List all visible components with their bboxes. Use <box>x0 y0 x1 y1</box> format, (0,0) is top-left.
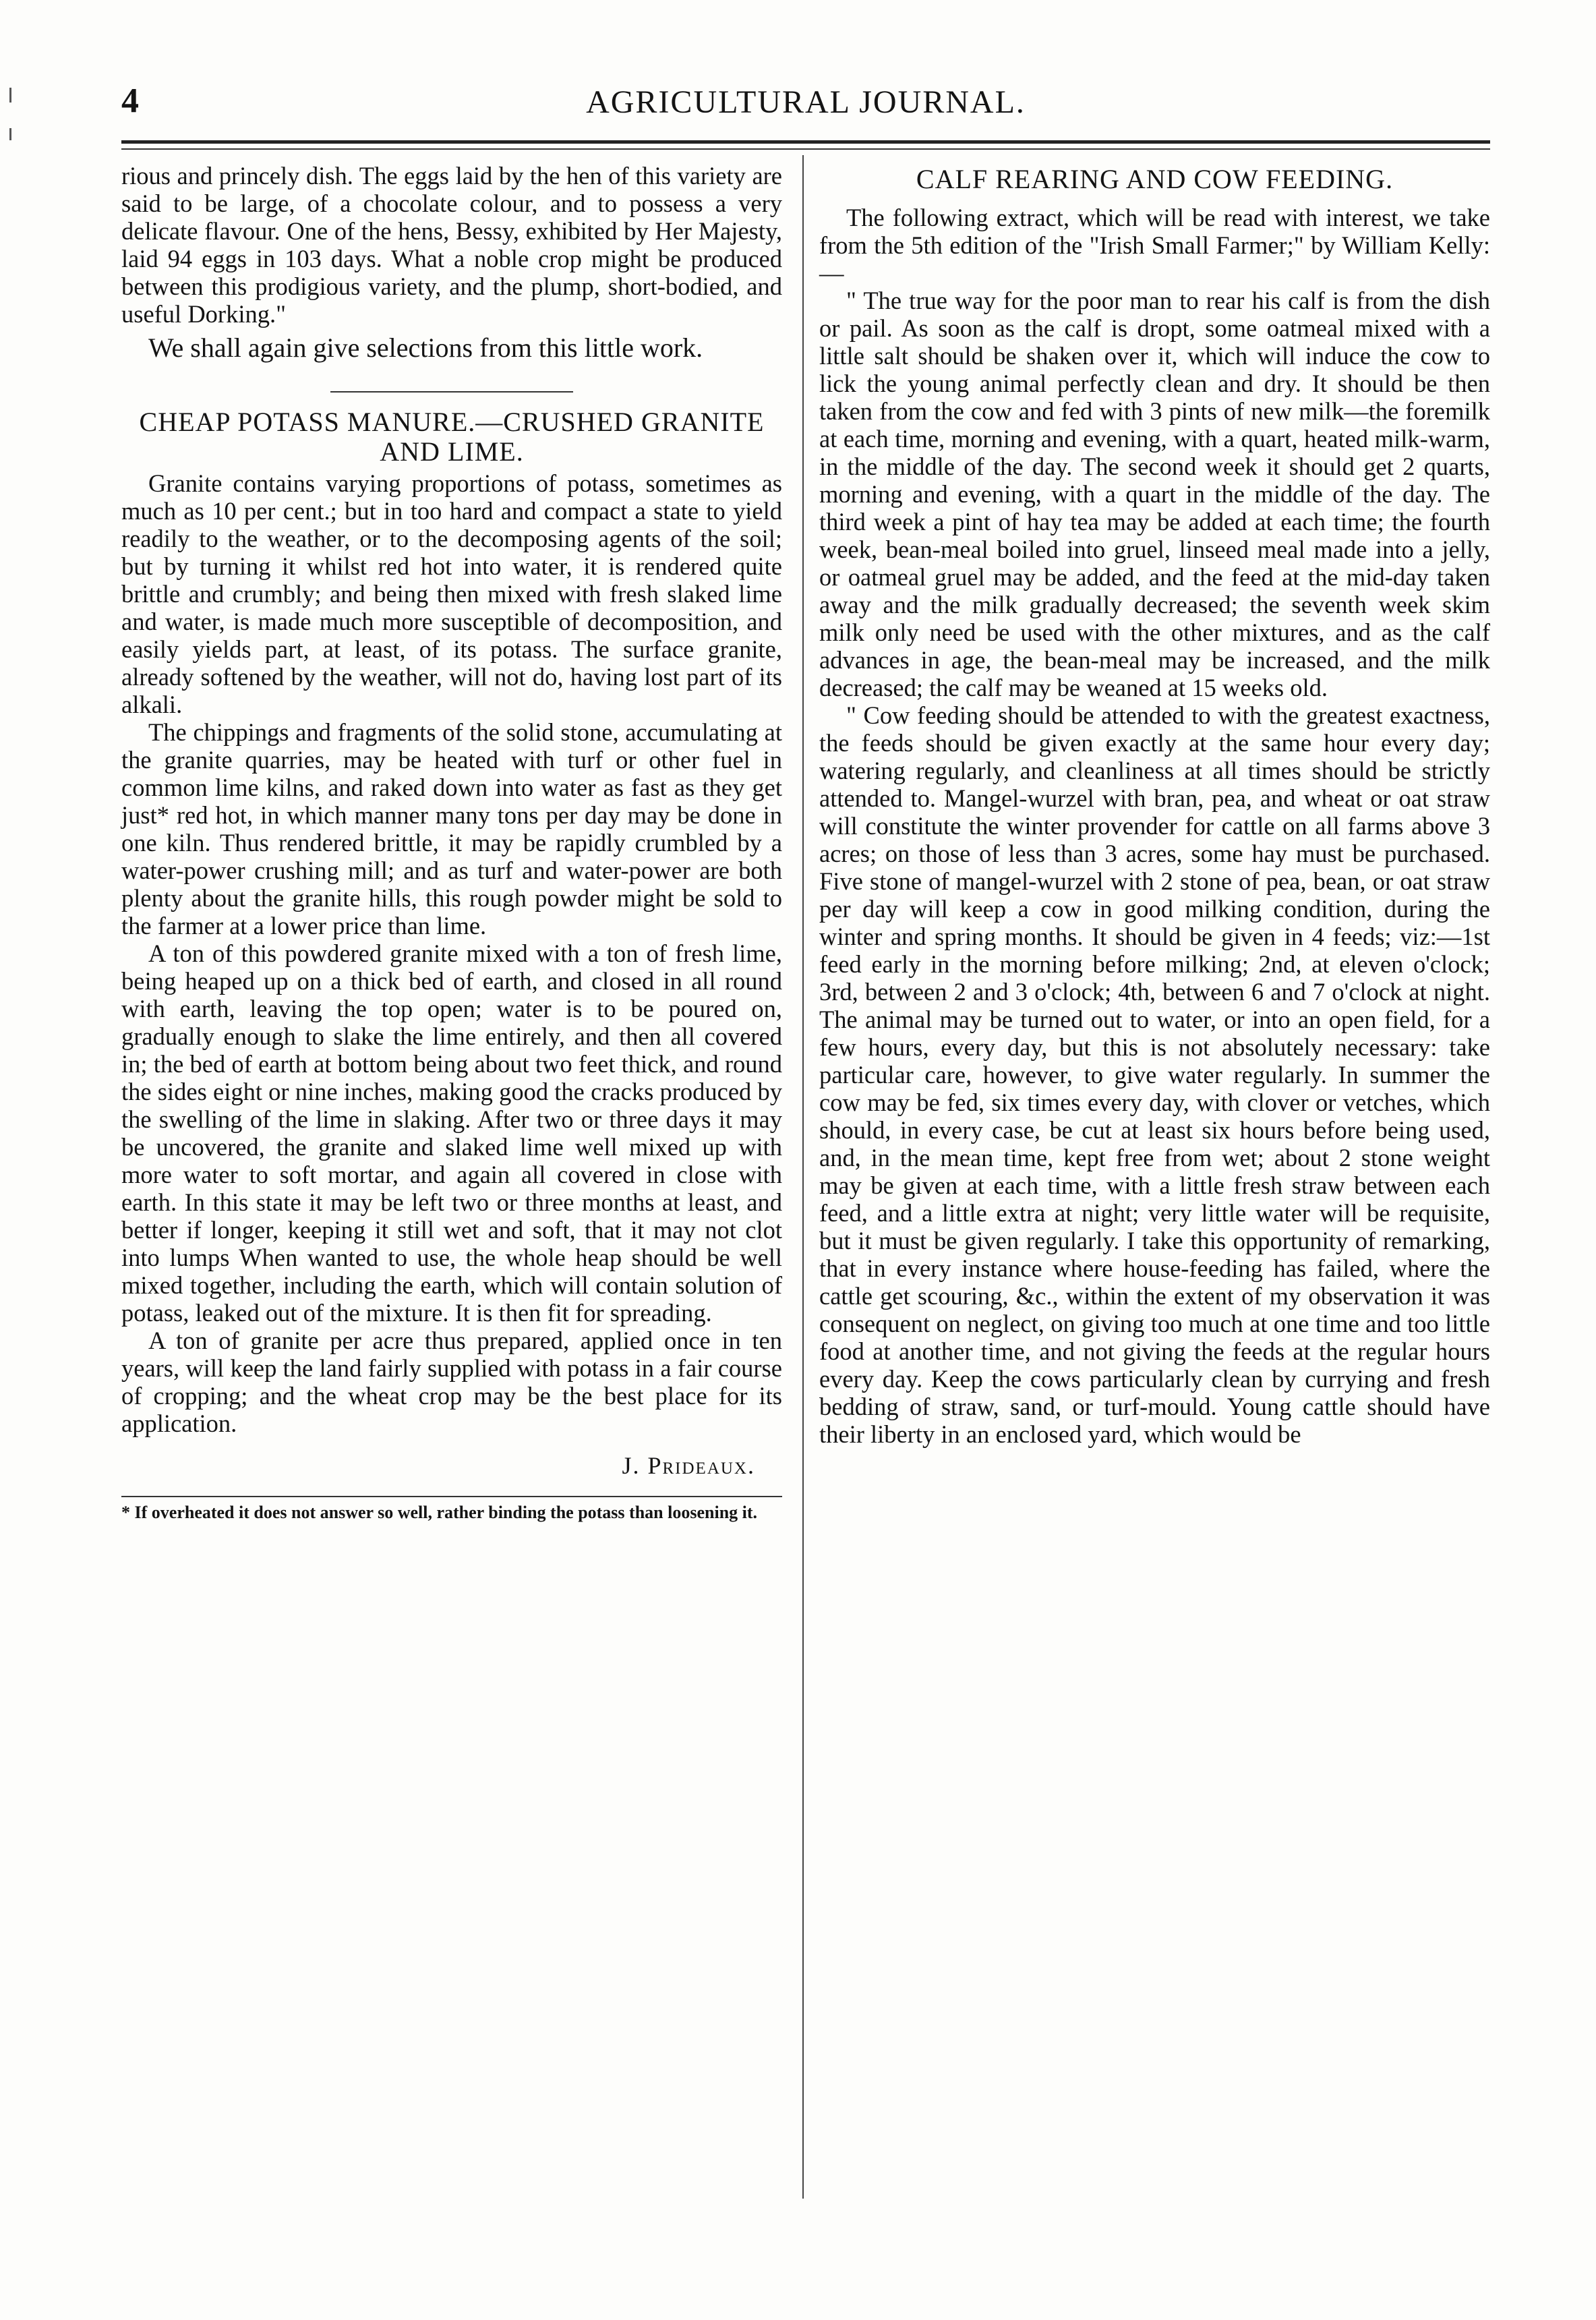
article-paragraph: The following extract, which will be read with interest, we take from the 5th edition of the "Irish Small Farmer;" by William Kelly:— <box>819 204 1490 287</box>
article-paragraph: " The true way for the poor man to rear his calf is from the dish or pail. As soon as the calf is dropt, some oatmeal mixed with a little salt should be shaken over it, which will induce the cow to lick the young animal perfectly clean and dry. It should be then taken from the cow and fed with 3 pints of new milk—the foremilk at each time, morning and evening, with a quart, heated milk-warm, in the middle of the day. The second week it should get 2 quarts, morning and evening, with a quart in the middle of the day. The third week a pint of hay tea may be added at each time; the fourth week, bean-meal boiled into gruel, linseed meal made into a jelly, or oatmeal gruel may be added, and the feed at the mid-day taken away and the milk gradually decreased; the seventh week skim milk only need be used with the other mixtures, and as the calf advances in age, the bean-meal may be increased, and the milk decreased; the calf may be weaned at 15 weeks old. <box>819 287 1490 701</box>
article-paragraph: The chippings and fragments of the solid stone, accumulating at the granite quarries, may be heated with turf or other fuel in common lime kilns, and raked down into water as fast as they get just* red hot, in which manner many tons per day may be done in one kiln. Thus rendered brittle, it may be rapidly crumbled by a water-power crushing mill; and as turf and water-power are both plenty about the granite hills, this rough powder might be sold to the farmer at a lower price than lime. <box>121 718 782 939</box>
footnote-rule <box>121 1496 782 1497</box>
footnote: * If overheated it does not answer so well, rather binding the potass than loosening it. <box>121 1503 758 1522</box>
margin-marks <box>9 88 13 148</box>
header-rule-thick <box>121 140 1490 144</box>
right-column <box>819 162 1490 1448</box>
left-column <box>121 162 782 1523</box>
article-heading-potass: CHEAP POTASS MANURE.—CRUSHED GRANITE AND LIME. <box>139 407 765 467</box>
header-rule-thin <box>121 148 1490 150</box>
author-signature: J. Prideaux. <box>622 1452 755 1479</box>
running-title: AGRICULTURAL JOURNAL. <box>586 84 1026 120</box>
closing-note: We shall again give selections from this little work. <box>148 332 703 363</box>
article-paragraph: A ton of this powdered granite mixed with a ton of fresh lime, being heaped up on a thick bed of earth, and closed in all round with earth, leaving the top open; water is to be poured on, gradually enough to slake the lime entirely, and then all covered in; the bed of earth at bottom being about two feet thick, and round the sides eight or nine inches, making good the cracks produced by the swelling of the lime in slaking. After two or three days it may be uncovered, the granite and slaked lime well mixed up with more water to soft mortar, and again all covered in close with earth. In this state it may be left two or three months at least, and better if longer, keeping it still wet and soft, that it may not clot into lumps When wanted to use, the whole heap should be well mixed together, including the earth, which will contain solution of potass, leaked out of the mixture. It is then fit for spreading. <box>121 939 782 1327</box>
page-number: 4 <box>121 82 139 120</box>
column-divider <box>802 155 804 2199</box>
article-heading-calf: CALF REARING AND COW FEEDING. <box>916 164 1394 194</box>
margin-mark <box>9 128 11 140</box>
continued-paragraph: rious and princely dish. The eggs laid by the hen of this variety are said to be large, of a chocolate colour, and to possess a very delicate flavour. One of the hens, Bessy, exhibited by Her Majesty, laid 94 eggs in 103 days. What a noble crop might be produced between this prodigious variety, and the plump, short-bodied, and useful Dorking." <box>121 162 782 328</box>
article-paragraph: " Cow feeding should be attended to with the greatest exactness, the feeds should be given exactly at the same hour every day; watering regularly, and cleanliness at all times should be strictly attended to. Mangel-wurzel with bran, pea, and wheat or oat straw will constitute the winter provender for cattle on all farms above 3 acres; on those of less than 3 acres, some hay must be purchased. Five stone of mangel-wurzel with 2 stone of pea, bean, or oat straw per day will keep a cow in good milking condition, during the winter and spring months. It should be given in 4 feeds; viz:—1st feed early in the morning before milking; 2nd, at eleven o'clock; 3rd, between 2 and 3 o'clock; 4th, between 6 and 7 o'clock at night. The animal may be turned out to water, or into an open field, for a few hours, every day, but this is not absolutely necessary: take particular care, however, to give water regularly. In summer the cow may be fed, six times every day, with clover or vetches, which should, in every case, be cut at least six hours before being used, and, in the mean time, kept free from wet; about 2 stone weight may be given at each time, with a little fresh straw between each feed, and a little extra at night; very little water will be requisite, but it must be given regularly. I take this opportunity of remarking, that in every instance where house-feeding has failed, where the cattle get scouring, &c., within the extent of my observation it was consequent on neglect, on giving too much at one time and too little food at another time, and not giving the feeds at the regular hours every day. Keep the cows particularly clean by currying and fresh bedding of straw, sand, or turf-mould. Young cattle should have their liberty in an enclosed yard, which would be <box>819 701 1490 1448</box>
article-paragraph: Granite contains varying proportions of potass, sometimes as much as 10 per cent.; but in too hard and compact a state to yield readily to the weather, or to the decomposing agents of the soil; but by turning it whilst red hot into water, it is rendered quite brittle and crumbly; and being then mixed with fresh slaked lime and water, is made much more susceptible of decomposition, and easily yields part, at least, of its potass. The surface granite, already softened by the weather, will not do, having lost part of its alkali. <box>121 469 782 718</box>
section-divider <box>330 391 573 393</box>
page-header <box>121 81 1490 135</box>
article-paragraph: A ton of granite per acre thus prepared, applied once in ten years, will keep the land fairly supplied with potass in a fair course of cropping; and the wheat crop may be the best place for its application. <box>121 1327 782 1437</box>
margin-mark <box>9 88 11 103</box>
